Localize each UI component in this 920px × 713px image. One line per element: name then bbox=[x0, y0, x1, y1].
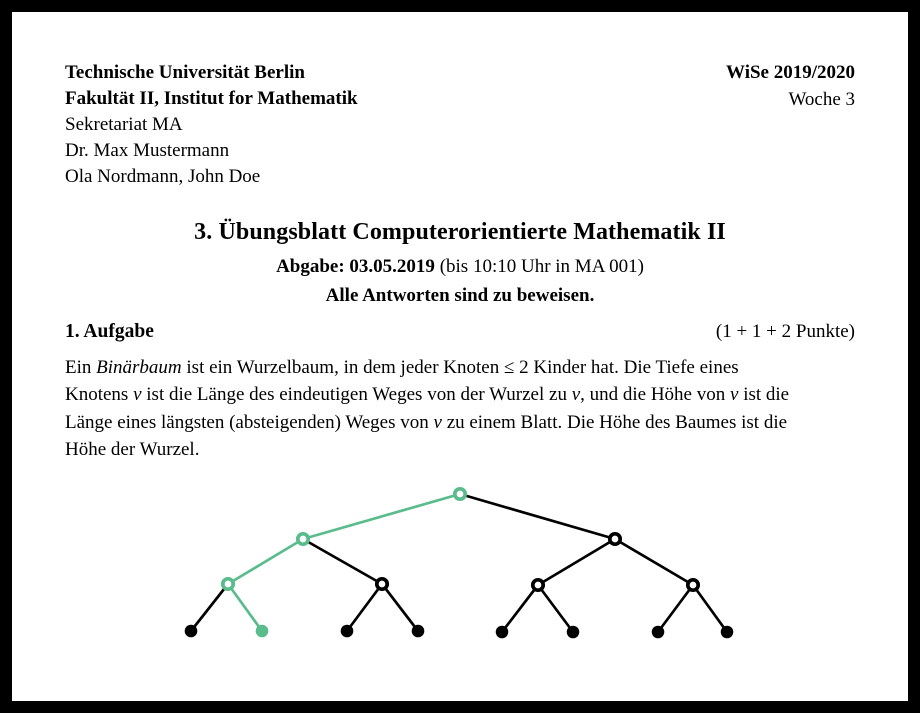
tree-edge-LR-LRL bbox=[347, 584, 382, 631]
paragraph-line: Länge eines längsten (absteigenden) Weges von v zu einem Blatt. Die Höhe des Baumes ist die bbox=[65, 411, 788, 433]
semester-label: WiSe 2019/2020 bbox=[726, 62, 855, 83]
tree-node-RR bbox=[688, 580, 698, 590]
tree-edge-R-RR bbox=[615, 539, 693, 585]
tree-edge-RL-RLL bbox=[502, 585, 538, 632]
assistant-names: Ola Nordmann, John Doe bbox=[65, 166, 261, 187]
faculty-name: Fakultät II, Institut for Mathematik bbox=[65, 88, 358, 109]
tree-edge-RR-RRR bbox=[693, 585, 727, 632]
tree-node-RRL bbox=[652, 626, 665, 639]
sheet-title: 3. Übungsblatt Computerorientierte Mathematik II bbox=[194, 219, 726, 245]
tree-edge-RR-RRL bbox=[658, 585, 693, 632]
paragraph-line: Knotens v ist die Länge des eindeutigen Weges von der Wurzel zu v, und die Höhe von v ist die bbox=[65, 384, 790, 406]
deadline-details: (bis 10:10 Uhr in MA 001) bbox=[434, 256, 644, 277]
tree-edge-LL-LLL bbox=[191, 584, 228, 631]
tree-node-LRR bbox=[412, 625, 425, 638]
tree-node-RLR bbox=[567, 626, 580, 639]
tree-node-RRR bbox=[721, 626, 734, 639]
tree-edge-L-LL bbox=[228, 539, 303, 584]
tree-node-root bbox=[455, 489, 465, 499]
secretariat: Sekretariat MA bbox=[65, 114, 183, 135]
tree-node-LLR bbox=[256, 625, 269, 638]
lecturer-name: Dr. Max Mustermann bbox=[65, 140, 230, 161]
tree-node-RLL bbox=[496, 626, 509, 639]
exercise-label: 1. Aufgabe bbox=[65, 321, 154, 342]
paragraph-line: Ein Binärbaum ist ein Wurzelbaum, in dem jeder Knoten ≤ 2 Kinder hat. Die Tiefe eines bbox=[65, 357, 739, 378]
tree-edge-LL-LLR bbox=[228, 584, 262, 631]
tree-edge-RL-RLR bbox=[538, 585, 573, 632]
tree-node-R bbox=[610, 534, 620, 544]
tree-node-RL bbox=[533, 580, 543, 590]
tree-node-LL bbox=[223, 579, 233, 589]
tree-edge-R-RL bbox=[538, 539, 615, 585]
tree-node-LRL bbox=[341, 625, 354, 638]
tree-node-LR bbox=[377, 579, 387, 589]
exercise-points: (1 + 1 + 2 Punkte) bbox=[715, 321, 855, 342]
tree-node-L bbox=[298, 534, 308, 544]
paragraph-line: Höhe der Wurzel. bbox=[65, 438, 200, 460]
tree-edge-L-LR bbox=[303, 539, 382, 584]
tree-edge-root-R bbox=[460, 494, 615, 539]
tree-node-LLL bbox=[185, 625, 198, 638]
week-label: Woche 3 bbox=[788, 88, 855, 110]
deadline-date: Abgabe: 03.05.2019 bbox=[276, 256, 435, 277]
tree-edge-root-L bbox=[303, 494, 460, 539]
institution-name: Technische Universität Berlin bbox=[65, 62, 305, 83]
tree-edge-LR-LRR bbox=[382, 584, 418, 631]
proof-note: Alle Antworten sind zu beweisen. bbox=[325, 285, 595, 306]
